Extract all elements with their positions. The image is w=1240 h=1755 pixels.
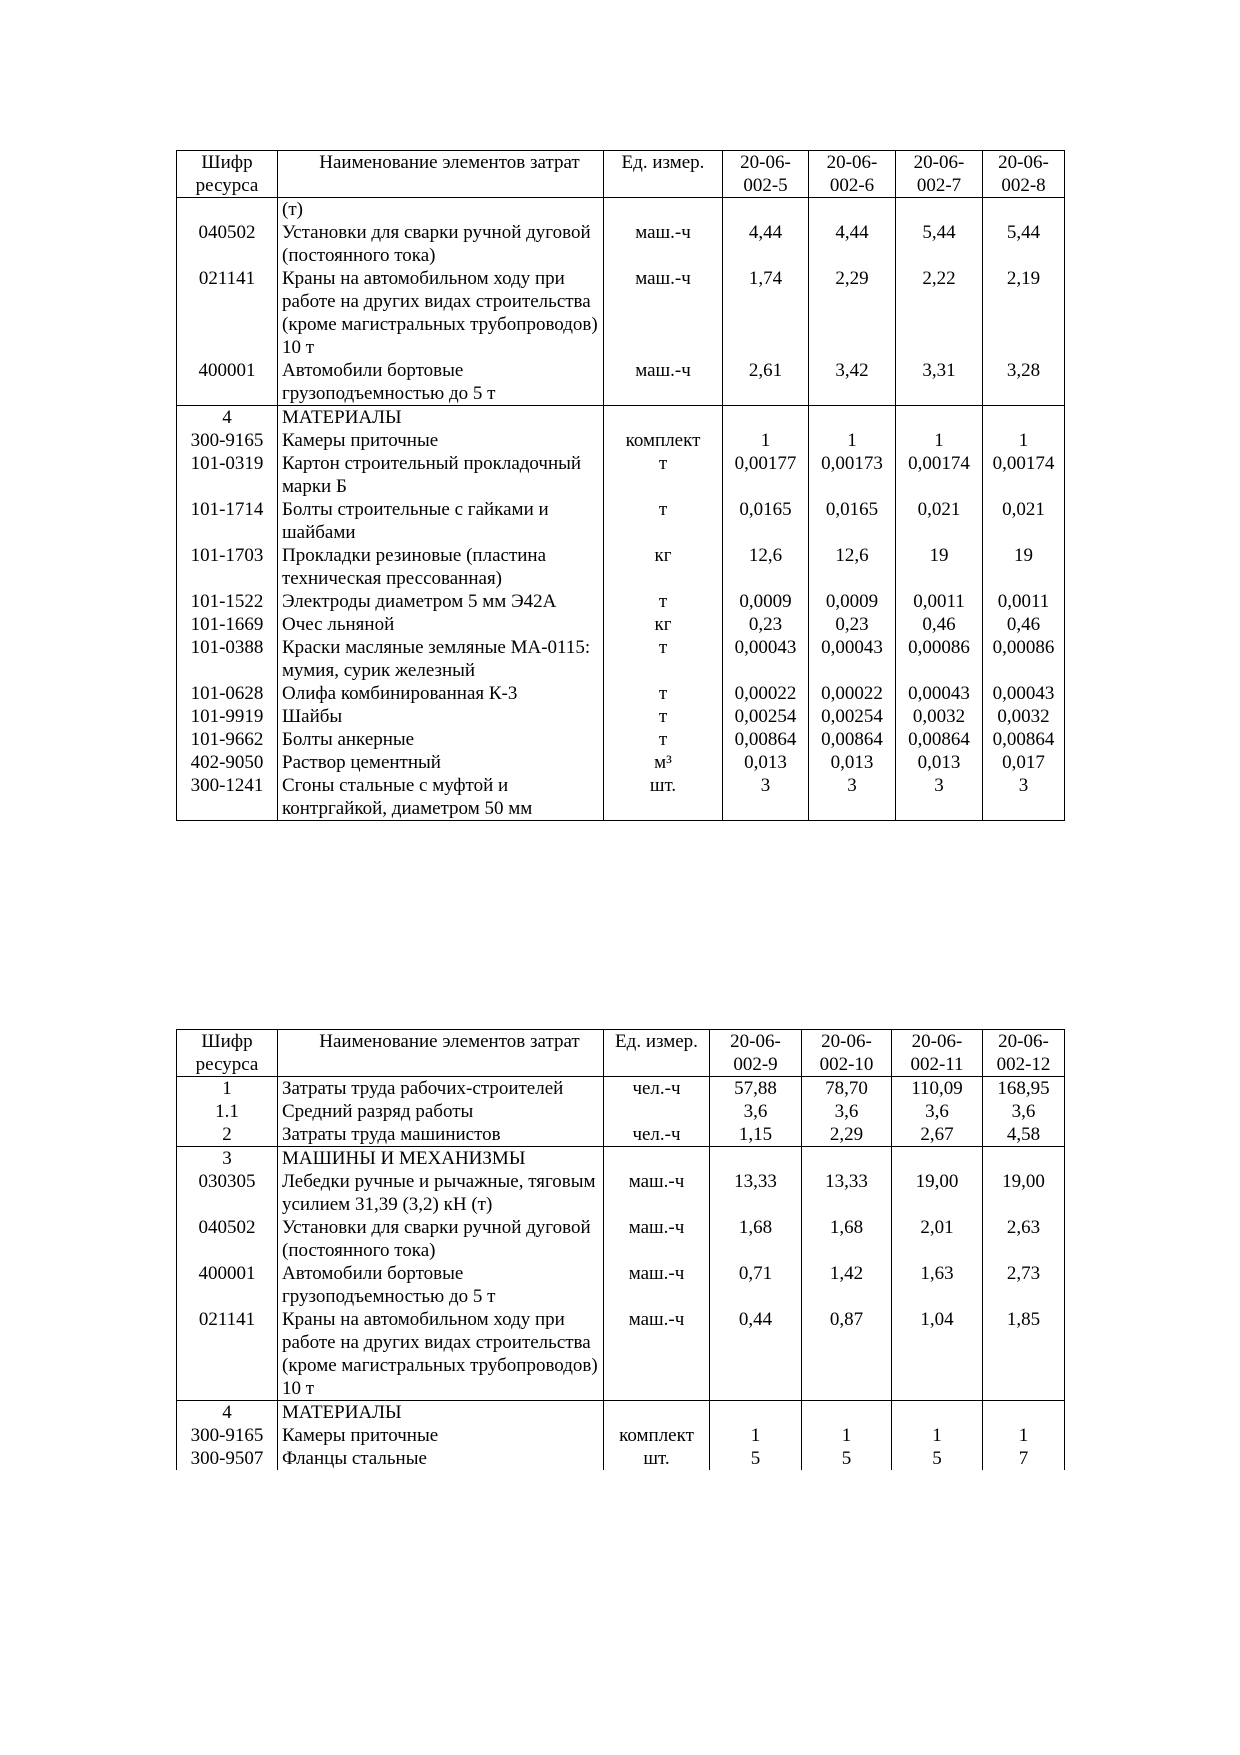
resource-code-cell: 040502 — [177, 1216, 278, 1262]
resource-code-cell: 101-1669 — [177, 613, 278, 636]
resource-code-cell: 101-1703 — [177, 544, 278, 590]
table-row — [177, 429, 1065, 452]
resource-table-1 — [176, 150, 1065, 821]
value-cell-4: 0,021 — [983, 498, 1065, 544]
table-row — [177, 1308, 1065, 1401]
value-cell-1: 0,00254 — [723, 705, 809, 728]
header-col-1: 20-06-002-9 — [710, 1030, 802, 1077]
cost-item-name-cell: Затраты труда машинистов — [278, 1123, 604, 1147]
value-cell-4: 2,73 — [983, 1262, 1065, 1308]
cost-item-name-cell: МАШИНЫ И МЕХАНИЗМЫ — [278, 1147, 604, 1171]
value-cell-3: 1 — [896, 429, 983, 452]
value-cell-3: 3,31 — [896, 359, 983, 406]
value-cell-1: 1,15 — [710, 1123, 802, 1147]
value-cell-2: 0,00254 — [809, 705, 896, 728]
header-col-4: 20-06-002-12 — [983, 1030, 1065, 1077]
resource-code-cell: 101-0319 — [177, 452, 278, 498]
value-cell-3: 0,0011 — [896, 590, 983, 613]
cost-item-name-cell: Затраты труда рабочих-строителей — [278, 1077, 604, 1101]
cost-item-name-cell: Электроды диаметром 5 мм Э42А — [278, 590, 604, 613]
table-row — [177, 590, 1065, 613]
header-name: Наименование элементов затрат — [278, 1030, 604, 1077]
unit-cell: т — [604, 682, 723, 705]
table-row — [177, 613, 1065, 636]
table-row — [177, 1100, 1065, 1123]
value-cell-2: 0,87 — [802, 1308, 892, 1401]
unit-cell — [604, 1401, 710, 1425]
value-cell-3: 1 — [892, 1424, 983, 1447]
value-cell-4: 1 — [983, 1424, 1065, 1447]
header-unit: Ед. измер. — [604, 1030, 710, 1077]
resource-code-cell: 400001 — [177, 1262, 278, 1308]
value-cell-1: 1,74 — [723, 267, 809, 359]
value-cell-4: 0,0032 — [983, 705, 1065, 728]
cost-item-name-cell: Сгоны стальные с муфтой и контргайкой, диаметром 50 мм — [278, 774, 604, 821]
value-cell-2: 0,0009 — [809, 590, 896, 613]
section-row — [177, 1147, 1065, 1171]
cost-item-name-cell: Прокладки резиновые (пластина техническая прессованная) — [278, 544, 604, 590]
value-cell-2: 0,00173 — [809, 452, 896, 498]
value-cell-4: 3,6 — [983, 1100, 1065, 1123]
value-cell-4 — [983, 406, 1065, 430]
resource-code-cell: 021141 — [177, 267, 278, 359]
table-row — [177, 705, 1065, 728]
value-cell-4 — [983, 198, 1065, 222]
section-row — [177, 1401, 1065, 1425]
unit-cell: т — [604, 590, 723, 613]
unit-cell — [604, 406, 723, 430]
cost-item-name-cell: Картон строительный прокладочный марки Б — [278, 452, 604, 498]
value-cell-3: 0,46 — [896, 613, 983, 636]
table-row — [177, 682, 1065, 705]
table-row — [177, 452, 1065, 498]
value-cell-1: 1 — [710, 1424, 802, 1447]
cost-item-name-cell: Средний разряд работы — [278, 1100, 604, 1123]
resource-code-cell: 300-9507 — [177, 1447, 278, 1470]
unit-cell: шт. — [604, 1447, 710, 1470]
cost-item-name-cell: Автомобили бортовые грузоподъемностью до 5 т — [278, 1262, 604, 1308]
cost-item-name-cell: Камеры приточные — [278, 1424, 604, 1447]
value-cell-4: 19 — [983, 544, 1065, 590]
section-row — [177, 406, 1065, 430]
value-cell-3: 0,013 — [896, 751, 983, 774]
table-row — [177, 544, 1065, 590]
cost-item-name-cell: МАТЕРИАЛЫ — [278, 406, 604, 430]
value-cell-2: 0,0165 — [809, 498, 896, 544]
value-cell-1: 3 — [723, 774, 809, 821]
value-cell-2: 2,29 — [809, 267, 896, 359]
header-col-2: 20-06-002-10 — [802, 1030, 892, 1077]
value-cell-2: 13,33 — [802, 1170, 892, 1216]
unit-cell: маш.-ч — [604, 359, 723, 406]
resource-code-cell: 101-0628 — [177, 682, 278, 705]
table-row — [177, 359, 1065, 406]
value-cell-1: 0,00022 — [723, 682, 809, 705]
value-cell-1: 0,013 — [723, 751, 809, 774]
resource-code-cell: 101-9662 — [177, 728, 278, 751]
value-cell-4: 0,00086 — [983, 636, 1065, 682]
value-cell-4 — [983, 1401, 1065, 1425]
value-cell-4: 1 — [983, 429, 1065, 452]
value-cell-2: 3,42 — [809, 359, 896, 406]
unit-cell: маш.-ч — [604, 1262, 710, 1308]
header-col-4: 20-06-002-8 — [983, 151, 1065, 198]
cost-item-name-cell: Лебедки ручные и рычажные, тяговым усилием 31,39 (3,2) кН (т) — [278, 1170, 604, 1216]
value-cell-3: 2,01 — [892, 1216, 983, 1262]
value-cell-2 — [809, 198, 896, 222]
cost-item-name-cell: Очес льняной — [278, 613, 604, 636]
value-cell-3: 19 — [896, 544, 983, 590]
value-cell-3: 3 — [896, 774, 983, 821]
value-cell-2 — [809, 406, 896, 430]
value-cell-4: 5,44 — [983, 221, 1065, 267]
cost-item-name-cell: Олифа комбинированная К-3 — [278, 682, 604, 705]
table-row — [177, 1424, 1065, 1447]
value-cell-3: 2,22 — [896, 267, 983, 359]
unit-cell: чел.-ч — [604, 1077, 710, 1101]
resource-table-2 — [176, 1029, 1065, 1470]
value-cell-2: 1,68 — [802, 1216, 892, 1262]
value-cell-2: 0,00043 — [809, 636, 896, 682]
value-cell-1 — [710, 1147, 802, 1171]
resource-code-cell: 4 — [177, 1401, 278, 1425]
header-code: Шифр ресурса — [177, 151, 278, 198]
value-cell-1: 1,68 — [710, 1216, 802, 1262]
value-cell-3: 0,00864 — [896, 728, 983, 751]
value-cell-1: 0,23 — [723, 613, 809, 636]
value-cell-2 — [802, 1147, 892, 1171]
unit-cell: шт. — [604, 774, 723, 821]
cost-item-name-cell: Установки для сварки ручной дуговой (постоянного тока) — [278, 1216, 604, 1262]
table-row — [177, 198, 1065, 222]
header-col-2: 20-06-002-6 — [809, 151, 896, 198]
value-cell-1 — [723, 406, 809, 430]
header-col-3: 20-06-002-7 — [896, 151, 983, 198]
unit-cell: комплект — [604, 429, 723, 452]
unit-cell: м³ — [604, 751, 723, 774]
value-cell-4: 0,00174 — [983, 452, 1065, 498]
value-cell-1: 2,61 — [723, 359, 809, 406]
unit-cell: т — [604, 636, 723, 682]
value-cell-2: 3 — [809, 774, 896, 821]
value-cell-2 — [802, 1401, 892, 1425]
value-cell-4: 0,017 — [983, 751, 1065, 774]
value-cell-2: 5 — [802, 1447, 892, 1470]
cost-item-name-cell: Краны на автомобильном ходу при работе на других видах строительства (кроме магистральных трубопроводов) 10 т — [278, 267, 604, 359]
value-cell-4: 168,95 — [983, 1077, 1065, 1101]
cost-item-name-cell: Камеры приточные — [278, 429, 604, 452]
cost-item-name-cell: Раствор цементный — [278, 751, 604, 774]
unit-cell: т — [604, 452, 723, 498]
value-cell-1: 0,71 — [710, 1262, 802, 1308]
cost-item-name-cell: Краны на автомобильном ходу при работе на других видах строительства (кроме магистральных трубопроводов) 10 т — [278, 1308, 604, 1401]
value-cell-3: 1,63 — [892, 1262, 983, 1308]
resource-code-cell: 101-1522 — [177, 590, 278, 613]
value-cell-1: 0,0165 — [723, 498, 809, 544]
value-cell-3: 0,021 — [896, 498, 983, 544]
unit-cell — [604, 1100, 710, 1123]
value-cell-4: 7 — [983, 1447, 1065, 1470]
unit-cell — [604, 198, 723, 222]
value-cell-4: 4,58 — [983, 1123, 1065, 1147]
value-cell-3: 110,09 — [892, 1077, 983, 1101]
value-cell-3: 0,00086 — [896, 636, 983, 682]
value-cell-3 — [896, 406, 983, 430]
value-cell-4 — [983, 1147, 1065, 1171]
table-row — [177, 636, 1065, 682]
value-cell-2: 0,00022 — [809, 682, 896, 705]
cost-item-name-cell: Краски масляные земляные МА-0115: мумия, сурик железный — [278, 636, 604, 682]
header-name: Наименование элементов затрат — [278, 151, 604, 198]
value-cell-2: 0,013 — [809, 751, 896, 774]
header-col-1: 20-06-002-5 — [723, 151, 809, 198]
unit-cell: кг — [604, 613, 723, 636]
unit-cell: комплект — [604, 1424, 710, 1447]
value-cell-1: 0,0009 — [723, 590, 809, 613]
cost-item-name-cell: Установки для сварки ручной дуговой (постоянного тока) — [278, 221, 604, 267]
value-cell-3: 0,0032 — [896, 705, 983, 728]
table-row — [177, 1447, 1065, 1470]
value-cell-1: 0,44 — [710, 1308, 802, 1401]
resource-code-cell: 040502 — [177, 221, 278, 267]
table-header-row — [177, 151, 1065, 198]
value-cell-1: 3,6 — [710, 1100, 802, 1123]
value-cell-1: 57,88 — [710, 1077, 802, 1101]
resource-code-cell: 402-9050 — [177, 751, 278, 774]
value-cell-4: 2,19 — [983, 267, 1065, 359]
resource-code-cell: 1.1 — [177, 1100, 278, 1123]
table-row — [177, 221, 1065, 267]
resource-code-cell: 400001 — [177, 359, 278, 406]
table-header-row — [177, 1030, 1065, 1077]
value-cell-4: 3 — [983, 774, 1065, 821]
value-cell-1: 0,00177 — [723, 452, 809, 498]
table-row — [177, 728, 1065, 751]
resource-code-cell: 101-9919 — [177, 705, 278, 728]
header-unit: Ед. измер. — [604, 151, 723, 198]
resource-code-cell: 2 — [177, 1123, 278, 1147]
unit-cell: кг — [604, 544, 723, 590]
value-cell-3: 2,67 — [892, 1123, 983, 1147]
value-cell-2: 2,29 — [802, 1123, 892, 1147]
unit-cell: маш.-ч — [604, 1216, 710, 1262]
table-row — [177, 498, 1065, 544]
resource-code-cell: 3 — [177, 1147, 278, 1171]
value-cell-4: 0,46 — [983, 613, 1065, 636]
value-cell-4: 19,00 — [983, 1170, 1065, 1216]
resource-code-cell: 1 — [177, 1077, 278, 1101]
unit-cell: т — [604, 498, 723, 544]
value-cell-1: 5 — [710, 1447, 802, 1470]
value-cell-3: 0,00043 — [896, 682, 983, 705]
table-row — [177, 1170, 1065, 1216]
resource-code-cell: 021141 — [177, 1308, 278, 1401]
value-cell-1: 0,00043 — [723, 636, 809, 682]
value-cell-2: 1 — [802, 1424, 892, 1447]
value-cell-1: 4,44 — [723, 221, 809, 267]
table-row — [177, 1077, 1065, 1101]
value-cell-1: 0,00864 — [723, 728, 809, 751]
unit-cell: маш.-ч — [604, 221, 723, 267]
value-cell-4: 1,85 — [983, 1308, 1065, 1401]
value-cell-1 — [723, 198, 809, 222]
cost-item-name-cell: (т) — [278, 198, 604, 222]
unit-cell — [604, 1147, 710, 1171]
value-cell-3: 1,04 — [892, 1308, 983, 1401]
table-row — [177, 774, 1065, 821]
table-row — [177, 1262, 1065, 1308]
value-cell-2: 1,42 — [802, 1262, 892, 1308]
table-row — [177, 751, 1065, 774]
cost-item-name-cell: Автомобили бортовые грузоподъемностью до 5 т — [278, 359, 604, 406]
value-cell-3: 5,44 — [896, 221, 983, 267]
value-cell-4: 3,28 — [983, 359, 1065, 406]
table-row — [177, 267, 1065, 359]
resource-code-cell — [177, 198, 278, 222]
header-code: Шифр ресурса — [177, 1030, 278, 1077]
resource-code-cell: 300-9165 — [177, 429, 278, 452]
resource-code-cell: 101-0388 — [177, 636, 278, 682]
resource-code-cell: 4 — [177, 406, 278, 430]
cost-item-name-cell: Болты строительные с гайками и шайбами — [278, 498, 604, 544]
value-cell-1 — [710, 1401, 802, 1425]
value-cell-3 — [892, 1401, 983, 1425]
value-cell-3: 0,00174 — [896, 452, 983, 498]
cost-item-name-cell: Болты анкерные — [278, 728, 604, 751]
cost-item-name-cell: Шайбы — [278, 705, 604, 728]
table-row — [177, 1123, 1065, 1147]
value-cell-2: 0,23 — [809, 613, 896, 636]
value-cell-3: 5 — [892, 1447, 983, 1470]
value-cell-1: 1 — [723, 429, 809, 452]
value-cell-4: 0,00864 — [983, 728, 1065, 751]
cost-item-name-cell: МАТЕРИАЛЫ — [278, 1401, 604, 1425]
resource-code-cell: 030305 — [177, 1170, 278, 1216]
value-cell-3 — [896, 198, 983, 222]
value-cell-2: 0,00864 — [809, 728, 896, 751]
resource-code-cell: 101-1714 — [177, 498, 278, 544]
value-cell-2: 1 — [809, 429, 896, 452]
value-cell-2: 78,70 — [802, 1077, 892, 1101]
unit-cell: т — [604, 705, 723, 728]
value-cell-4: 0,00043 — [983, 682, 1065, 705]
value-cell-1: 12,6 — [723, 544, 809, 590]
cost-item-name-cell: Фланцы стальные — [278, 1447, 604, 1470]
value-cell-4: 0,0011 — [983, 590, 1065, 613]
unit-cell: маш.-ч — [604, 1170, 710, 1216]
unit-cell: т — [604, 728, 723, 751]
value-cell-3: 19,00 — [892, 1170, 983, 1216]
value-cell-1: 13,33 — [710, 1170, 802, 1216]
value-cell-2: 3,6 — [802, 1100, 892, 1123]
value-cell-3 — [892, 1147, 983, 1171]
resource-code-cell: 300-1241 — [177, 774, 278, 821]
header-col-3: 20-06-002-11 — [892, 1030, 983, 1077]
unit-cell: маш.-ч — [604, 267, 723, 359]
value-cell-3: 3,6 — [892, 1100, 983, 1123]
unit-cell: чел.-ч — [604, 1123, 710, 1147]
resource-code-cell: 300-9165 — [177, 1424, 278, 1447]
table-row — [177, 1216, 1065, 1262]
value-cell-4: 2,63 — [983, 1216, 1065, 1262]
unit-cell: маш.-ч — [604, 1308, 710, 1401]
value-cell-2: 12,6 — [809, 544, 896, 590]
value-cell-2: 4,44 — [809, 221, 896, 267]
